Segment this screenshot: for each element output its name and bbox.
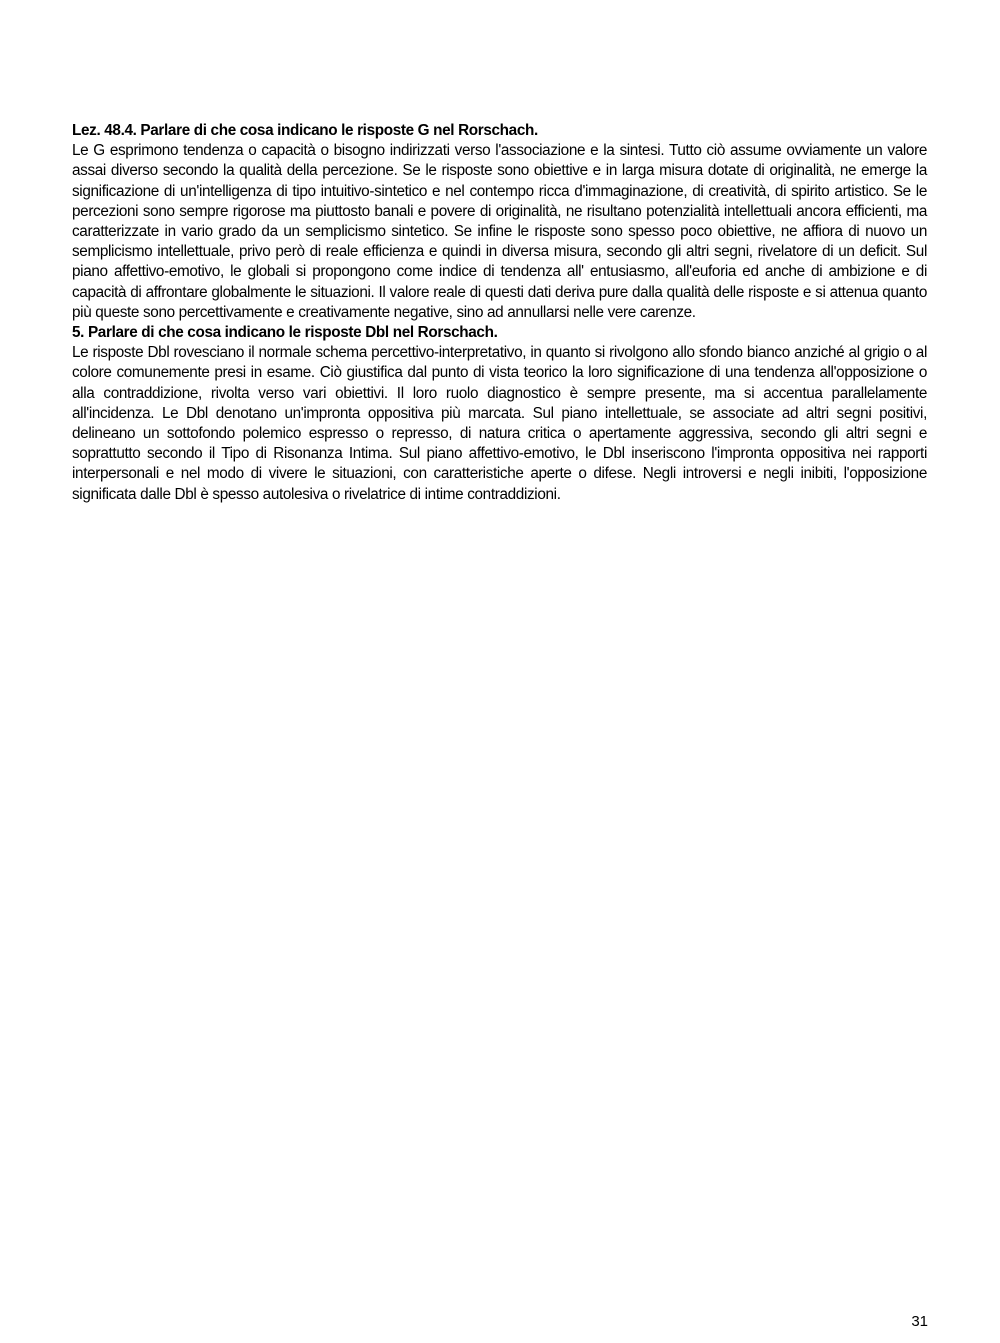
- page-number: 31: [911, 1313, 928, 1330]
- section-paragraph-dbl-responses: Le risposte Dbl rovesciano il normale schema percettivo-interpretativo, in quanto si rivolgono allo sfondo bianco anziché al grigio o al colore comunemente presi in esame. Ciò giustifica dal punto di vista teorico la loro significazione di una tendenza all'opposizione o alla contraddizione, rivolta verso vari obiettivi. Il loro ruolo diagnostico è sempre presente, ma si accentua parallelamente all'incidenza. Le Dbl denotano un'impronta oppositiva più marcata. Sul piano intellettuale, se associate ad altri segni positivi, delineano un sottofondo polemico espresso o represso, di natura critica o apertamente aggressiva, secondo gli altri segni e soprattutto secondo il Tipo di Risonanza Intima. Sul piano affettivo-emotivo, le Dbl inseriscono l'impronta oppositiva nei rapporti interpersonali e nel modo di vivere le situazioni, con caratteristiche aperte o difese. Negli introversi e negli inibiti, l'opposizione significata dalle Dbl è spesso autolesiva o rivelatrice di intime contraddizioni.: [72, 344, 927, 503]
- section-heading-g-responses: Lez. 48.4. Parlare di che cosa indicano le risposte G nel Rorschach.: [72, 122, 538, 139]
- section-heading-dbl-responses: 5. Parlare di che cosa indicano le risposte Dbl nel Rorschach.: [72, 324, 498, 342]
- document-body: [72, 121, 927, 505]
- section-paragraph-g-responses: Le G esprimono tendenza o capacità o bisogno indirizzati verso l'associazione e la sintesi. Tutto ciò assume ovviamente un valore assai diverso secondo la qualità della percezione. Se le risposte sono obiettive e in larga misura dotate di originalità, ne emerge la significazione di un'intelligenza di tipo intuitivo-sintetico e nel contempo ricca d'immaginazione, di creatività, di spirito artistico. Se le percezioni sono sempre rigorose ma piuttosto banali e povere di originalità, ne risultano potenzialità intellettuali ancora efficienti, ma caratterizzate in vario grado da un semplicismo sintetico. Se infine le risposte sono spesso poco obiettive, ne affiora di nuovo un semplicismo intellettuale, privo però di reale efficienza e quindi in diversa misura, secondo gli altri segni, rivelatore di un deficit. Sul piano affettivo-emotivo, le globali si propongono come indice di tendenza all' entusiasmo, all'euforia ed anche di ambizione e di capacità di affrontare globalmente le situazioni. Il valore reale di questi dati deriva pure dalla qualità delle risposte e si attenua quanto più queste sono percettivamente e creativamente negative, sino ad annullarsi nelle vere carenze.: [72, 142, 927, 321]
